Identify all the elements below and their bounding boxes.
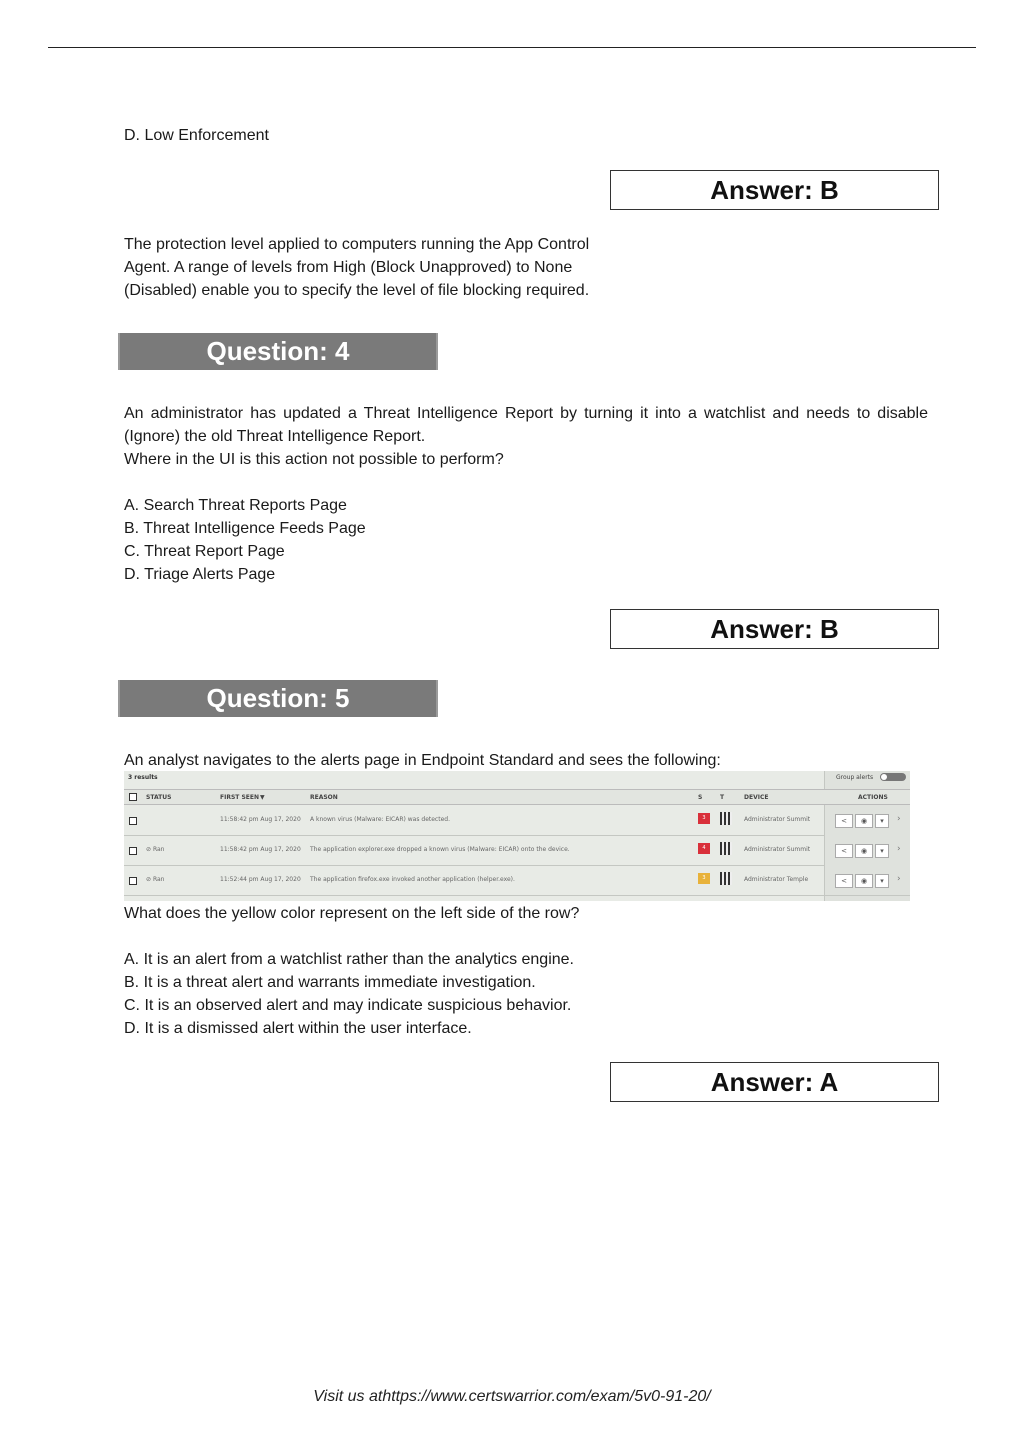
row-first-seen: 11:52:44 pm Aug 17, 2020 [220, 876, 301, 883]
chevron-right-icon[interactable]: › [897, 844, 901, 854]
q4-option-b: B. Threat Intelligence Feeds Page [124, 520, 366, 537]
header-first-seen[interactable]: FIRST SEEN [220, 794, 259, 801]
row-device[interactable]: Administrator Summit [744, 846, 811, 853]
q5-intro: An analyst navigates to the alerts page in Endpoint Standard and sees the following: [124, 752, 721, 769]
q3-explanation-line: (Disabled) enable you to specify the level of file blocking required. [124, 282, 590, 299]
table-header [124, 789, 910, 805]
q3-option-d: D. Low Enforcement [124, 127, 269, 144]
footer-link[interactable]: Visit us athttps://www.certswarrior.com/exam/5v0-91-20/ [313, 1388, 711, 1405]
dismiss-icon[interactable]: ◉ [855, 844, 873, 858]
row-actions [824, 805, 910, 835]
header-actions: ACTIONS [858, 794, 888, 801]
q4-stem-question: Where in the UI is this action not possible to perform? [124, 451, 504, 468]
severity-badge: 3 [698, 873, 710, 884]
severity-badge: 4 [698, 843, 710, 854]
severity-badge: 3 [698, 813, 710, 824]
row-device[interactable]: Administrator Temple [744, 876, 809, 883]
row-actions [824, 865, 910, 895]
dropdown-icon[interactable]: ▾ [875, 814, 889, 828]
q5-option-c: C. It is an observed alert and may indicate suspicious behavior. [124, 997, 572, 1014]
question-4-banner: Question: 4 [118, 333, 438, 370]
q4-answer-box: Answer: B [610, 609, 939, 649]
top-rule [48, 47, 976, 48]
chevron-right-icon[interactable]: › [897, 814, 901, 824]
row-first-seen: 11:58:42 pm Aug 17, 2020 [220, 816, 301, 823]
group-alerts-toggle[interactable] [880, 773, 906, 781]
alert-row[interactable] [124, 835, 910, 866]
ran-icon: ⊘ [146, 846, 153, 853]
q4-option-a: A. Search Threat Reports Page [124, 497, 347, 514]
q3-explanation-line: Agent. A range of levels from High (Block Unapproved) to None [124, 259, 573, 276]
type-bars-icon [720, 812, 732, 825]
dismiss-icon[interactable]: ◉ [855, 814, 873, 828]
header-status[interactable]: STATUS [146, 794, 172, 801]
sort-down-icon: ▼ [260, 794, 265, 801]
alert-row[interactable] [124, 805, 910, 836]
q4-option-c: C. Threat Report Page [124, 543, 285, 560]
alerts-screenshot [124, 771, 910, 901]
row-device[interactable]: Administrator Summit [744, 816, 811, 823]
row-status: ⊘ Ran [146, 846, 165, 853]
header-reason[interactable]: REASON [310, 794, 338, 801]
q4-option-d: D. Triage Alerts Page [124, 566, 276, 583]
type-bars-icon [720, 842, 732, 855]
row-checkbox[interactable] [129, 877, 137, 885]
share-icon[interactable]: < [835, 844, 853, 858]
q3-explanation [124, 233, 589, 302]
ran-icon: ⊘ [146, 876, 153, 883]
q3-answer-box: Answer: B [610, 170, 939, 210]
alert-row[interactable] [124, 865, 910, 896]
header-severity[interactable]: S [698, 794, 703, 801]
q5-answer-box: Answer: A [610, 1062, 939, 1102]
q5-question: What does the yellow color represent on the left side of the row? [124, 905, 580, 922]
q3-explanation-line: The protection level applied to computers running the App Control [124, 236, 590, 253]
type-bars-icon [720, 872, 732, 885]
dropdown-icon[interactable]: ▾ [875, 874, 889, 888]
results-count: 3 results [128, 774, 158, 781]
chevron-right-icon[interactable]: › [897, 874, 901, 884]
dropdown-icon[interactable]: ▾ [875, 844, 889, 858]
row-first-seen: 11:58:42 pm Aug 17, 2020 [220, 846, 301, 853]
q5-option-b: B. It is a threat alert and warrants immediate investigation. [124, 974, 536, 991]
header-type[interactable]: T [720, 794, 725, 801]
row-status: ⊘ Ran [146, 876, 165, 883]
row-checkbox[interactable] [129, 847, 137, 855]
row-reason: The application firefox.exe invoked another application (helper.exe). [310, 876, 515, 883]
q5-option-d: D. It is a dismissed alert within the user interface. [124, 1020, 472, 1037]
row-actions [824, 835, 910, 865]
row-reason: A known virus (Malware: EICAR) was detected. [310, 816, 450, 823]
select-all-checkbox[interactable] [129, 793, 137, 801]
q4-body [124, 402, 928, 586]
group-alerts-label: Group alerts [836, 774, 874, 781]
q4-stem: An administrator has updated a Threat Intelligence Report by turning it into a watchlist and needs to disable (Ignore) the old Threat Intelligence Report. [124, 405, 928, 445]
share-icon[interactable]: < [835, 814, 853, 828]
share-icon[interactable]: < [835, 874, 853, 888]
q5-body [124, 902, 579, 1040]
row-checkbox[interactable] [129, 817, 137, 825]
header-device[interactable]: DEVICE [744, 794, 769, 801]
q5-option-a: A. It is an alert from a watchlist rather than the analytics engine. [124, 951, 574, 968]
dismiss-icon[interactable]: ◉ [855, 874, 873, 888]
question-5-banner: Question: 5 [118, 680, 438, 717]
row-reason: The application explorer.exe dropped a known virus (Malware: EICAR) onto the device. [310, 846, 570, 853]
